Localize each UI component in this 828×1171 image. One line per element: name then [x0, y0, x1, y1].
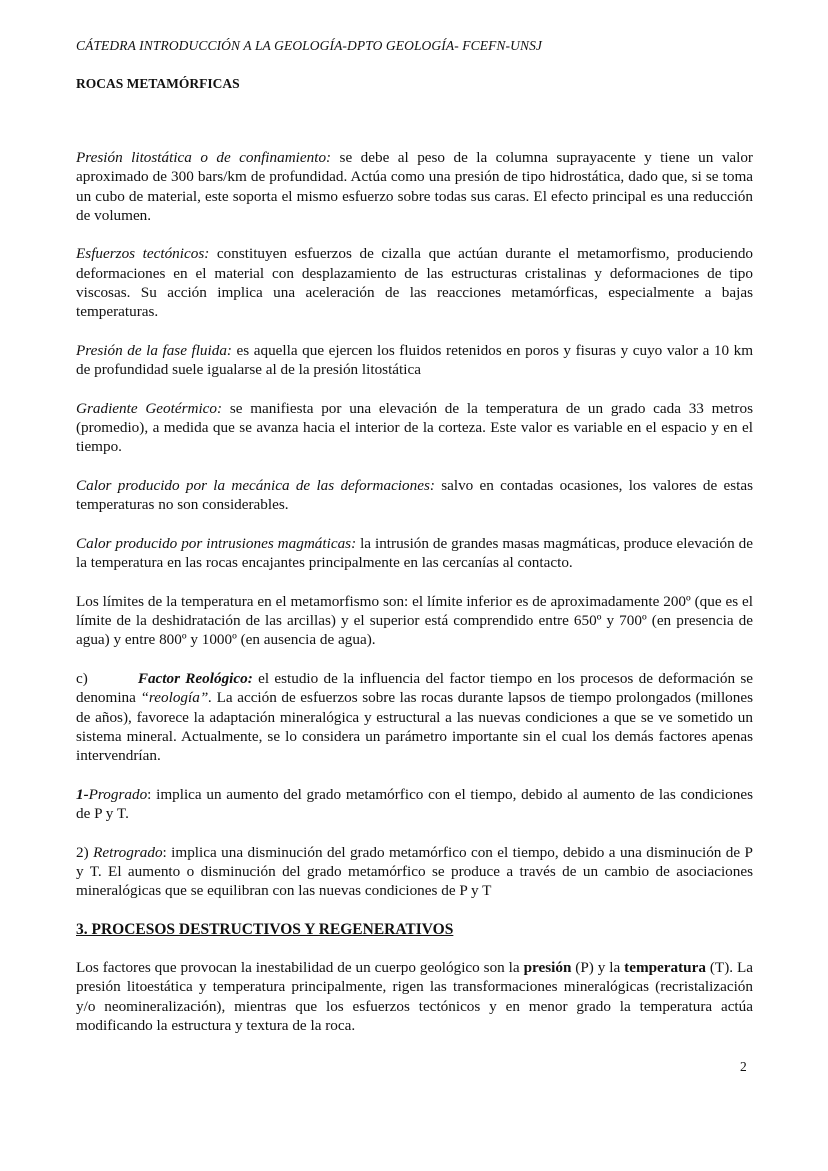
page-header: CÁTEDRA INTRODUCCIÓN A LA GEOLOGÍA-DPTO GEOLOGÍA- FCEFN-UNSJ [76, 38, 543, 53]
bold-term: temperatura [624, 959, 706, 977]
document-subtitle: ROCAS METAMÓRFICAS [76, 76, 240, 91]
paragraph-text: : implica una disminución del grado metamórfico con el tiempo, debido a una disminución de P y T. El aumento o disminución del grado metamórfico se produce a través de un cambio de asociaciones mineralógicas que se equilibran con las nuevas condiciones de P y T [76, 843, 754, 900]
paragraph-text: la intrusión de grandes masas magmáticas, produce elevación de la temperatura en las rocas encajantes principalmente en las cercanías al contacto. [76, 534, 753, 572]
page-number: 2 [740, 1059, 747, 1074]
paragraph-calor-intrusiones [76, 534, 753, 573]
term: Calor producido por la mecánica de las deformaciones: [76, 477, 435, 495]
paragraph-text: (P) y la [571, 959, 625, 977]
paragraph-factor-reologico [76, 669, 753, 765]
term: Presión de la fase fluida: [76, 341, 232, 359]
term: Progrado [88, 785, 148, 803]
paragraph-text: es aquella que ejercen los fluidos retenidos en poros y fisuras y cuyo valor a 10 km de profundidad suele igualarse al de la presión litostática [76, 341, 754, 379]
paragraph-text: salvo en contadas ocasiones, los valores de estas temperaturas no son considerables. [76, 477, 753, 514]
list-number: 2) [76, 843, 94, 861]
list-marker: c) [76, 670, 88, 688]
term: Presión litostática o de confinamiento: [76, 149, 332, 166]
quoted-term: “reología”. [140, 689, 213, 707]
document-body [76, 148, 753, 1055]
term: Esfuerzos tectónicos: [76, 245, 210, 263]
term: Factor Reológico: [137, 670, 253, 688]
paragraph-gradiente-geotermico [76, 399, 753, 457]
paragraph-presion-fase-fluida [76, 341, 753, 380]
paragraph-text: se manifiesta por una elevación de la temperatura de un grado cada 33 metros (promedio), a medida que se avanza hacia el interior de la corteza. Este valor es variable en el espacio y en el tiempo. [76, 399, 753, 456]
paragraph-text: Los límites de la temperatura en el metamorfismo son: el límite inferior es de aproximadamente 200º (que es el límite de la deshidratación de las arcillas) y el superior está comprendido entre 650º y 700º (en presencia de agua) y entre 800º y 1000º (en ausencia de agua). [76, 592, 753, 649]
paragraph-text: constituyen esfuerzos de cizalla que actúan durante el metamorfismo, produciendo deformaciones en el material con desplazamiento de las estructuras cristalinas y deformaciones de tipo viscosas. Su acción implica una aceleración de las reacciones metamórficas, especialmente a bajas temperaturas. [76, 245, 754, 321]
paragraph-presion-litostatica [76, 148, 753, 225]
paragraph-text: La acción de esfuerzos sobre las rocas durante lapsos de tiempo prolongados (millones de años), favorece la adaptación mineralógica y estructural a las nuevas condiciones a que se ve sometido un sistema mineral. Actualmente, se lo considera un parámetro importante sin el cual los demás factores apenas intervendrían. [76, 689, 754, 765]
paragraph-esfuerzos-tectonicos [76, 244, 753, 321]
paragraph-retrogrado [76, 843, 753, 901]
paragraph-text: : implica un aumento del grado metamórfico con el tiempo, debido al aumento de las condiciones de P y T. [76, 785, 753, 823]
paragraph-text: se debe al peso de la columna suprayacente y tiene un valor aproximado de 300 bars/km de profundidad. Actúa como una presión de tipo hidrostática, dado que, si se toma un cubo de material, este soporta el mismo esfuerzo sobre todas sus caras. El efecto principal es una reducción de volumen. [76, 149, 753, 224]
bold-term: presión [523, 959, 572, 977]
paragraph-factores-inestabilidad [76, 958, 753, 1035]
term: Calor producido por intrusiones magmáticas: [76, 534, 357, 552]
paragraph-calor-deformaciones [76, 476, 753, 515]
section-heading: 3. PROCESOS DESTRUCTIVOS Y REGENERATIVOS [76, 920, 454, 938]
paragraph-text: (T). La presión litoestática y temperatura principalmente, rigen las transformaciones mineralógicas (recristalización y/o neomineralización), mientras que los esfuerzos tectónicos y en menor grado la temperatura actúa modificando la estructura y textura de la roca. [76, 959, 753, 1035]
list-number: 1- [76, 785, 89, 803]
paragraph-limites-temperatura [76, 592, 753, 650]
paragraph-progrado [76, 785, 753, 824]
paragraph-text: el estudio de la influencia del factor tiempo en los procesos de deformación se denomina [76, 670, 753, 707]
term: Gradiente Geotérmico: [76, 399, 223, 417]
paragraph-text: Los factores que provocan la inestabilidad de un cuerpo geológico son la [76, 959, 524, 977]
term: Retrogrado [93, 843, 163, 861]
